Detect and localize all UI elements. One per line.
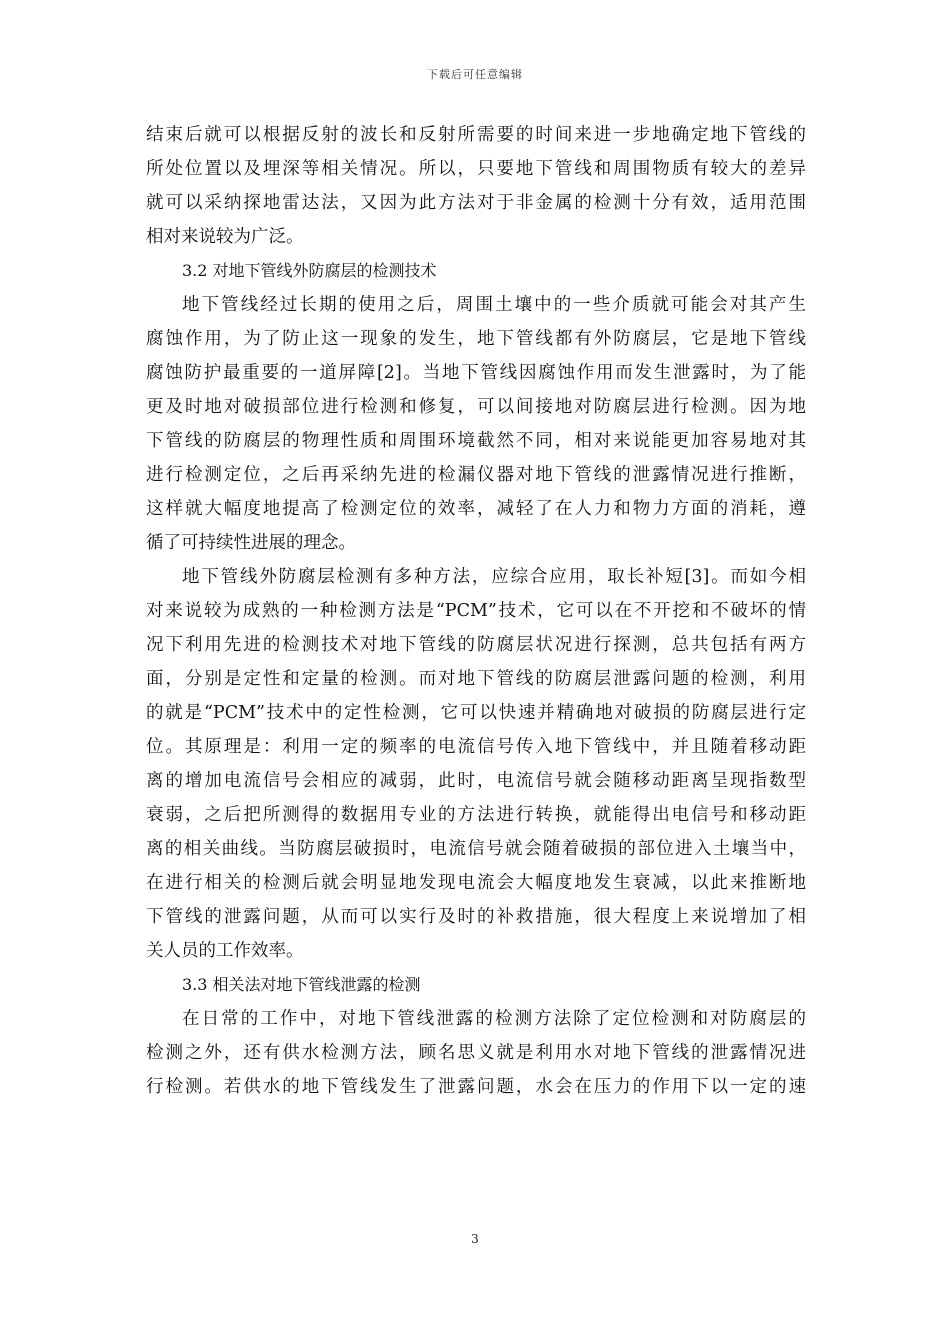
text-line: 地下管线经过长期的使用之后，周围土壤中的一些介质就可能会对其产生 bbox=[182, 295, 806, 315]
text-line: 进行检测定位，之后再采纳先进的检漏仪器对地下管线的泄露情况进行推断， bbox=[146, 465, 806, 485]
text-line: 腐蚀作用，为了防止这一现象的发生，地下管线都有外防腐层，它是地下管线 bbox=[146, 329, 806, 349]
text-line: 离的相关曲线。当防腐层破损时，电流信号就会随着破损的部位进入土壤当中， bbox=[146, 839, 806, 859]
text-line: 对来说较为成熟的一种检测方法是“PCM”技术，它可以在不开挖和不破坏的情 bbox=[146, 601, 806, 621]
text-line: 关人员的工作效率。 bbox=[146, 941, 304, 961]
page-header: 下载后可任意编辑 bbox=[427, 68, 523, 81]
text-line: 的就是“PCM”技术中的定性检测，它可以快速并精确地对破损的防腐层进行定 bbox=[146, 703, 806, 723]
section-heading: 3.3 相关法对地下管线泄露的检测 bbox=[182, 975, 421, 994]
text-line: 腐蚀防护最重要的一道屏障[2]。当地下管线因腐蚀作用而发生泄露时，为了能 bbox=[146, 363, 806, 383]
text-line: 衰弱，之后把所测得的数据用专业的方法进行转换，就能得出电信号和移动距 bbox=[146, 805, 806, 825]
text-line: 行检测。若供水的地下管线发生了泄露问题，水会在压力的作用下以一定的速 bbox=[146, 1077, 806, 1097]
text-line: 检测之外，还有供水检测方法，顾名思义就是利用水对地下管线的泄露情况进 bbox=[146, 1043, 806, 1063]
text-line: 更及时地对破损部位进行检测和修复，可以间接地对防腐层进行检测。因为地 bbox=[146, 397, 806, 417]
text-line: 在进行相关的检测后就会明显地发现电流会大幅度地发生衰减，以此来推断地 bbox=[146, 873, 806, 893]
text-line: 地下管线外防腐层检测有多种方法，应综合应用，取长补短[3]。而如今相 bbox=[182, 567, 806, 587]
text-line: 这样就大幅度地提高了检测定位的效率，减轻了在人力和物力方面的消耗，遵 bbox=[146, 499, 806, 519]
text-line: 循了可持续性进展的理念。 bbox=[146, 533, 356, 553]
text-line: 位。其原理是：利用一定的频率的电流信号传入地下管线中，并且随着移动距 bbox=[146, 737, 806, 757]
text-line: 下管线的防腐层的物理性质和周围环境截然不同，相对来说能更加容易地对其 bbox=[146, 431, 806, 451]
text-line: 况下利用先进的检测技术对地下管线的防腐层状况进行探测，总共包括有两方 bbox=[146, 635, 806, 655]
text-line: 就可以采纳探地雷达法，又因为此方法对于非金属的检测十分有效，适用范围 bbox=[146, 193, 806, 213]
text-line: 离的增加电流信号会相应的减弱，此时，电流信号就会随移动距离呈现指数型 bbox=[146, 771, 806, 791]
text-line: 在日常的工作中，对地下管线泄露的检测方法除了定位检测和对防腐层的 bbox=[182, 1009, 806, 1029]
document-body bbox=[146, 118, 806, 1104]
text-line: 所处位置以及埋深等相关情况。所以，只要地下管线和周围物质有较大的差异 bbox=[146, 159, 806, 179]
page-number: 3 bbox=[471, 1232, 479, 1246]
text-line: 相对来说较为广泛。 bbox=[146, 227, 304, 247]
text-line: 下管线的泄露问题，从而可以实行及时的补救措施，很大程度上来说增加了相 bbox=[146, 907, 806, 927]
text-line: 面，分别是定性和定量的检测。而对地下管线的防腐层泄露问题的检测，利用 bbox=[146, 669, 806, 689]
text-line: 结束后就可以根据反射的波长和反射所需要的时间来进一步地确定地下管线的 bbox=[146, 125, 806, 145]
section-heading: 3.2 对地下管线外防腐层的检测技术 bbox=[182, 261, 437, 280]
